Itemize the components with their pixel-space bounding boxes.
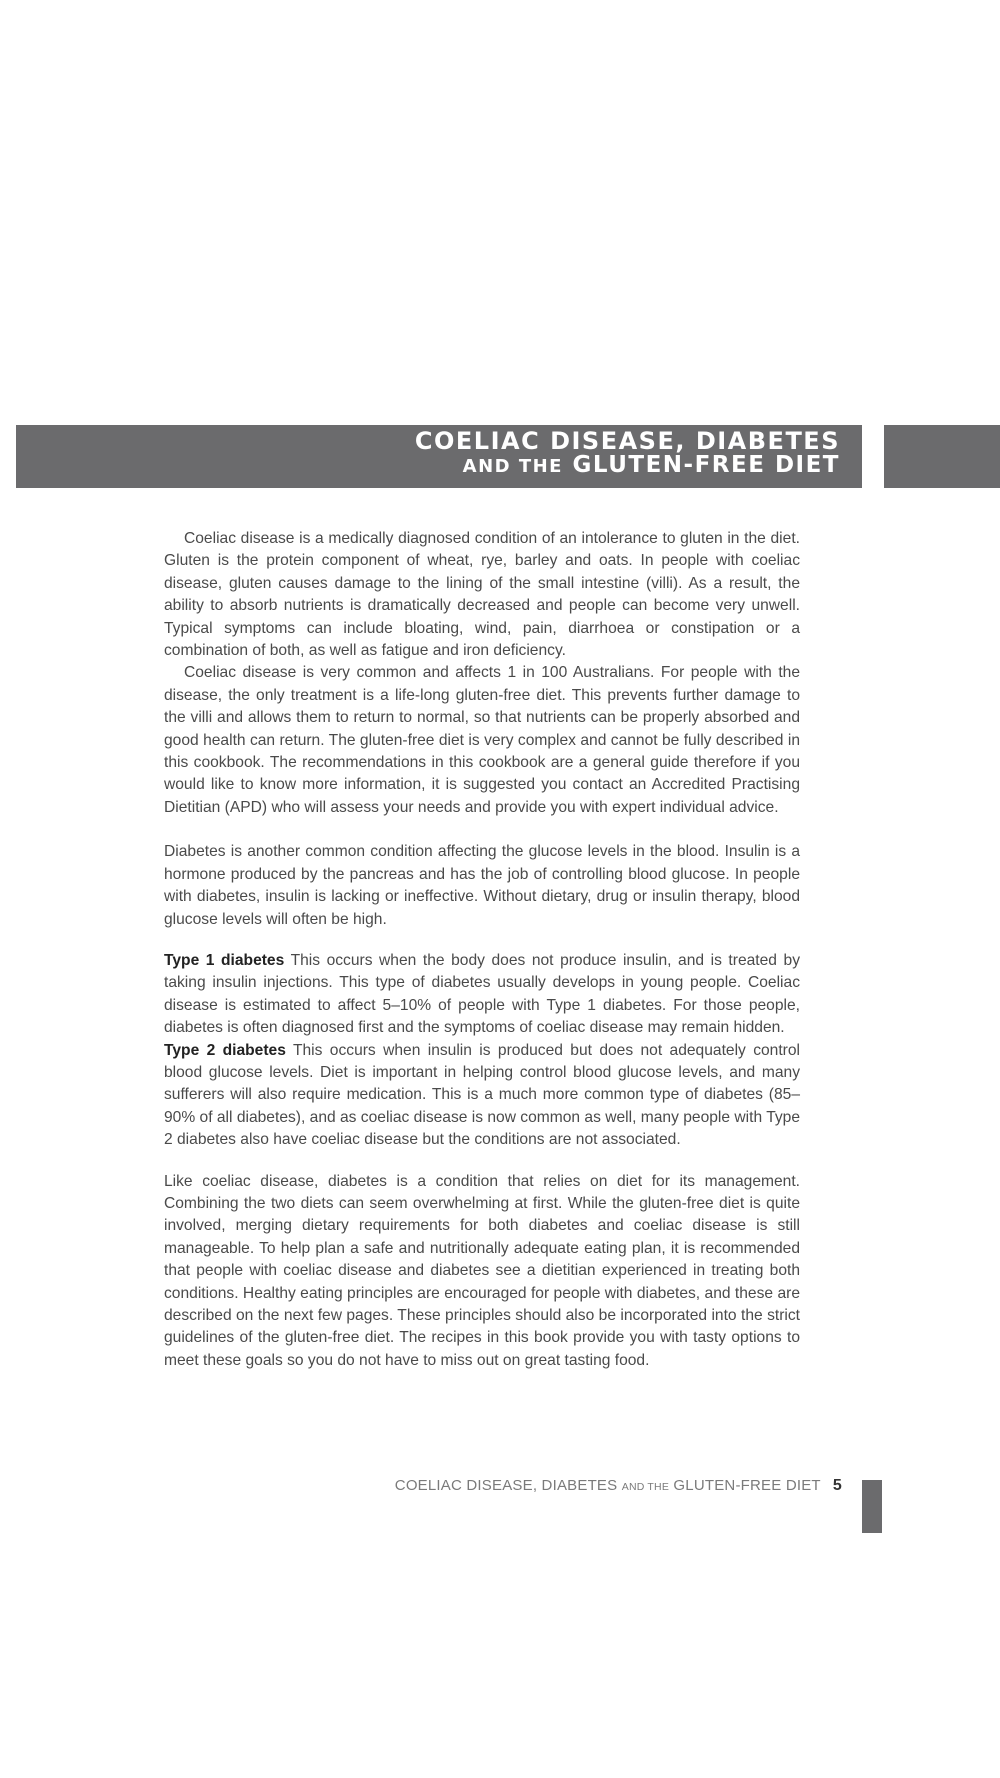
body-text (164, 528, 800, 1372)
chapter-title (415, 429, 840, 479)
type-2-text: This occurs when insulin is produced but does not adequately control blood glucose levels. Diet is important in helping control blood glucose levels, and many sufferers will also require medication. This is a much more common type of diabetes (85–90% of all diabetes), and as coeliac disease is now common as well, many people with Type 2 diabetes also have coeliac disease but the conditions are not associated. (164, 1041, 800, 1149)
footer-title-part-2: GLUTEN-FREE DIET (673, 1477, 821, 1494)
type-1-paragraph (164, 950, 800, 1040)
header-edge-tab (884, 425, 1000, 488)
footer-edge-tab (862, 1480, 882, 1533)
chapter-title-line-1: COELIAC DISEASE, DIABETES (414, 427, 840, 455)
page-number: 5 (832, 1477, 842, 1494)
chapter-title-connector: AND THE (462, 456, 563, 477)
footer-title-part-1: COELIAC DISEASE, DIABETES (394, 1477, 618, 1494)
type-1-text: This occurs when the body does not produce insulin, and is treated by taking insulin injections. This type of diabetes usually develops in young people. Coeliac disease is estimated to affect 5–10% of people with Type 1 diabetes. For those people, diabetes is often diagnosed first and the symptoms of coeliac disease may remain hidden. (164, 951, 801, 1037)
diabetes-paragraph: Diabetes is another common condition affecting the glucose levels in the blood. Insulin is a hormone produced by the pancreas and has the job of controlling blood glucose. In people with diabetes, insulin is lacking or ineffective. Without dietary, drug or insulin therapy, blood glucose levels will often be high. (164, 843, 800, 928)
type-2-paragraph (164, 1040, 800, 1152)
chapter-title-subject: GLUTEN-FREE DIET (572, 452, 840, 478)
chapter-header-band (16, 425, 862, 488)
intro-paragraph-2: Coeliac disease is very common and affects 1 in 100 Australians. For people with the disease, the only treatment is a life-long gluten-free diet. This prevents further damage to the villi and allows them to return to normal, so that nutrients can be properly absorbed and good health can return. The gluten-free diet is very complex and cannot be fully described in this cookbook. The recommendations in this cookbook are a general guide therefore if you would like to know more information, it is suggested you contact an Accredited Practising Dietitian (APD) who will assess your needs and provide you with expert individual advice. (164, 664, 800, 816)
type-2-term: Type 2 diabetes (164, 1041, 286, 1059)
intro-paragraph-1: Coeliac disease is a medically diagnosed condition of an intolerance to gluten in the diet. Gluten is the protein component of wheat, rye, barley and oats. In people with coeliac disease, gluten causes damage to the lining of the small intestine (villi). As a result, the ability to absorb nutrients is dramatically decreased and people can become very unwell. Typical symptoms can include bloating, wind, pain, diarrhoea or constipation or a combination of both, as well as fatigue and iron deficiency. (164, 530, 800, 660)
closing-paragraph: Like coeliac disease, diabetes is a condition that relies on diet for its management. Combining the two diets can seem overwhelming at first. While the gluten-free diet is quite involved, merging dietary requirements for both diabetes and coeliac disease is still manageable. To help plan a safe and nutritionally adequate eating plan, it is recommended that people with coeliac disease and diabetes see a dietitian experienced in treating both conditions. Healthy eating principles are encouraged for people with diabetes, and these are described on the next few pages. These principles should also be incorporated into the strict guidelines of the gluten-free diet. The recipes in this book provide you with tasty options to meet these goals so you do not have to miss out on great tasting food. (164, 1172, 800, 1369)
footer-title-connector: AND THE (621, 1481, 670, 1493)
running-footer (395, 1477, 842, 1495)
type-1-term: Type 1 diabetes (164, 951, 285, 969)
chapter-title-line-2 (415, 453, 840, 479)
